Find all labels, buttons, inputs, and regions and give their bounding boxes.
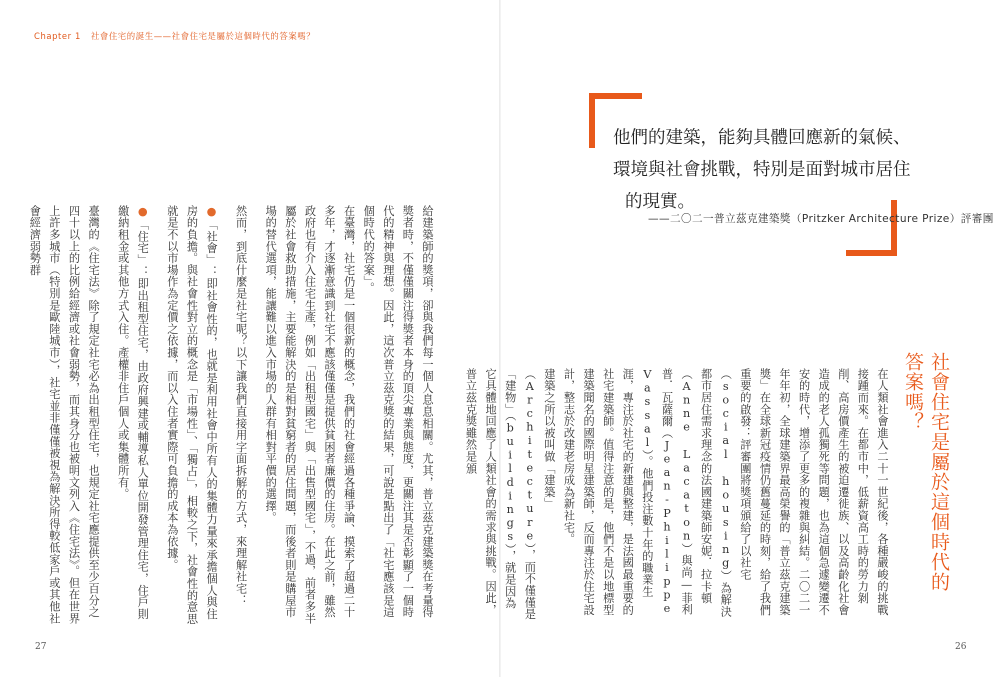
bullet-dot-icon: ●	[205, 205, 219, 219]
bullet-dot-icon: ●	[136, 205, 150, 219]
bullet-2-text: 「住宅」：即出租型住宅，由政府興建或輔導私人單位開發管理住宅，住戶則繳納租金或其他方式入住。產權非住戶個人或集體所有。	[116, 205, 150, 620]
right-paragraph-1: 在人類社會進入二十一世紀後，各種嚴峻的挑戰接踵而來。在都市中，低薪資高工時的勞力剝削、高房價產生的被迫遷徙族、以及高齡化社會造成的老人孤獨死等問題，也為這個急遽變遷不安的時代，增添了更多的複雜與糾結。二〇二一年年初，全球建築界最高榮譽的「普立茲克建築獎」在全球新冠疫情仍舊蔓延的時刻，給了我們重要的啟發：評審團將獎項頒給了以社宅（social housing）為解決都市居住需求理念的法國建築師安妮．拉卡頓（Anne Lacaton）與尚—菲利普．瓦薩爾（Jean-Philippe Vassal）。他們投注數十年的職業生涯，專注於社宅的新建與整建，是法國最重要的社宅建築師。值得注意的是，他們不是以地標型建築聞名的國際明星建築師，反而專注於住宅設計，整志於改建老房成為新社宅。	[562, 368, 889, 618]
left-paragraph-6: 臺灣的《住宅法》除了規定社宅必為出租型住宅，也規定社宅應提供至少百分之四十以上的比例給經濟或社會弱勢，而其身分也被明文列入《住宅法》。但在世界上許多城市（特別是歐陸城市），社宅並非僅僅被視為解決所得較低家戶或其他社會經濟弱勢群	[28, 205, 101, 625]
left-bullet-1	[162, 205, 221, 625]
left-page-body	[28, 205, 437, 625]
quote-attribution: ——二〇二一普立茲克建築獎（Pritzker Architecture Prize）評審團	[648, 213, 994, 225]
page-number-right: 26	[955, 642, 967, 652]
bullet-1-text: 「社會」：即社會性的，也就是利用社會中所有人的集體力量來承擔個人與住房的負擔。與社會性對立的概念是「市場性」、「獨占」，相較之下，社會性的意思就是不以市場作為定價之依據，而以入住者實際可負擔的成本為依據。	[165, 205, 219, 625]
quote-line-1: 他們的建築，能夠具體回應新的氣候、	[613, 128, 911, 148]
quote-line-3: 的現實。	[625, 192, 695, 212]
left-paragraph-3: 然而，到底什麼是社宅呢？以下讓我們直接用字面拆解的方式，來理解社宅：	[234, 205, 248, 607]
right-paragraph-2: 建築之所以被叫做「建築」（Architecture），而不僅僅是「建物」（buildings），就是因為它具體地回應了人類社會的需求與挑戰。因此，普立茲克獎雖然是頒	[464, 368, 556, 620]
left-paragraph-2: 在臺灣，社宅仍是一個很新的概念，我們的社會經過各種爭論、摸索了超過二十多年，才逐漸意識到社宅不應該僅僅是提供貧困者廉價的住房。在此之前，雖然政府也有介入住宅生產，例如「出租型國宅」與「出售型國宅」，不過，前者多半屬於社會救助措施，主要能解決的是相對貧窮者的居住問題，而後者則是購屋市場的替代選項，能讓難以進入市場的人群有相對平價的選擇。	[264, 205, 356, 625]
quote-line-2: 環境與社會挑戰，特別是面對城市居住	[613, 160, 911, 180]
left-paragraph-1: 給建築師的獎項，卻與我們每一個人息息相關。尤其，普立茲克建築獎在考量得獎者時，不僅僅關注得獎者本身的頂尖專業與態度，更關注其是否彰顯了一個時代的精神與理想。因此，這次普立茲克獎的結果，可說是點出了「社宅應該是這個時代的答案」。	[362, 205, 434, 618]
chapter-label: Chapter 1	[34, 31, 81, 41]
left-bullet-2	[113, 205, 152, 625]
running-head	[34, 30, 315, 42]
section-heading: 社會住宅是屬於這個時代的答案嗎？	[902, 352, 950, 592]
chapter-title: 社會住宅的誕生——社會住宅是屬於這個時代的答案嗎？	[90, 31, 316, 41]
pull-quote	[613, 122, 913, 218]
page-number-left: 27	[35, 642, 47, 652]
right-page-body	[464, 368, 892, 620]
